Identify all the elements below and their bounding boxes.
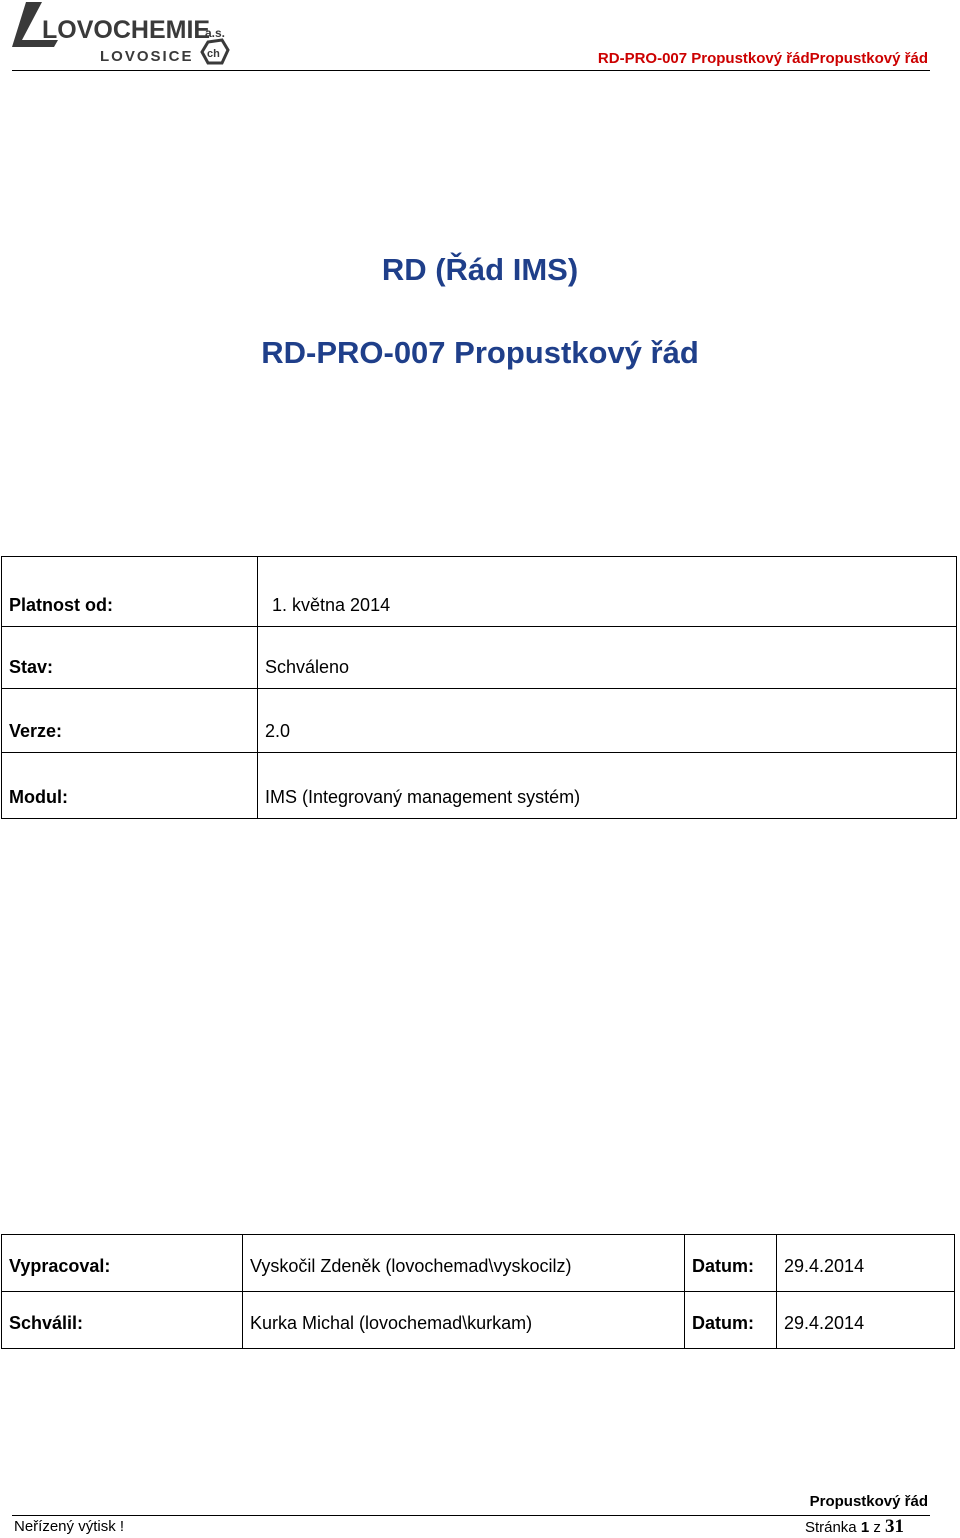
page-label: Stránka	[804, 1519, 857, 1536]
schvalil-label: Schválil:	[2, 1292, 243, 1349]
logo-suffix-text: a.s.	[205, 26, 226, 40]
table-row	[2, 557, 957, 627]
stav-value: Schváleno	[258, 627, 957, 689]
verze-label: Verze:	[2, 689, 258, 753]
verze-value: 2.0	[258, 689, 957, 753]
table-row	[2, 627, 957, 689]
vypracoval-datum: 29.4.2014	[777, 1235, 955, 1292]
page-of: z	[873, 1519, 881, 1536]
vypracoval-label: Vypracoval:	[2, 1235, 243, 1292]
sub-title: RD-PRO-007 Propustkový řád	[261, 335, 699, 370]
stav-label: Stav:	[2, 627, 258, 689]
table-row	[2, 1292, 955, 1349]
table-row	[2, 689, 957, 753]
page-total: 31	[885, 1516, 904, 1537]
logo-name-text: LOVOCHEMIE	[42, 16, 211, 44]
vypracoval-name: Vyskočil Zdeněk (lovochemad\vyskocilz)	[243, 1235, 685, 1292]
header-document-title: RD-PRO-007 Propustkový řádPropustkový řád	[597, 50, 928, 67]
header-rule	[12, 70, 930, 71]
logo-city-text: LOVOSICE	[100, 48, 194, 65]
logo-ch-mark-icon	[202, 40, 228, 63]
main-title: RD (Řád IMS)	[381, 252, 579, 287]
company-logo	[12, 0, 232, 70]
platnost-value: 1. května 2014	[258, 557, 957, 627]
schvalil-datum: 29.4.2014	[777, 1292, 955, 1349]
uncontrolled-copy-note: Neřízený výtisk !	[14, 1518, 125, 1535]
schvalil-datum-label: Datum:	[685, 1292, 777, 1349]
document-info-table	[1, 556, 957, 819]
schvalil-name: Kurka Michal (lovochemad\kurkam)	[243, 1292, 685, 1349]
table-row	[2, 1235, 955, 1292]
footer-document-title: Propustkový řád	[809, 1493, 928, 1510]
footer-rule	[12, 1515, 930, 1516]
vypracoval-datum-label: Datum:	[685, 1235, 777, 1292]
page-number	[805, 1516, 904, 1538]
table-row	[2, 753, 957, 819]
svg-text:ch: ch	[207, 48, 220, 60]
platnost-label: Platnost od:	[2, 557, 258, 627]
modul-label: Modul:	[2, 753, 258, 819]
page-current: 1	[860, 1519, 870, 1536]
modul-value: IMS (Integrovaný management systém)	[258, 753, 957, 819]
approval-table	[1, 1234, 955, 1349]
